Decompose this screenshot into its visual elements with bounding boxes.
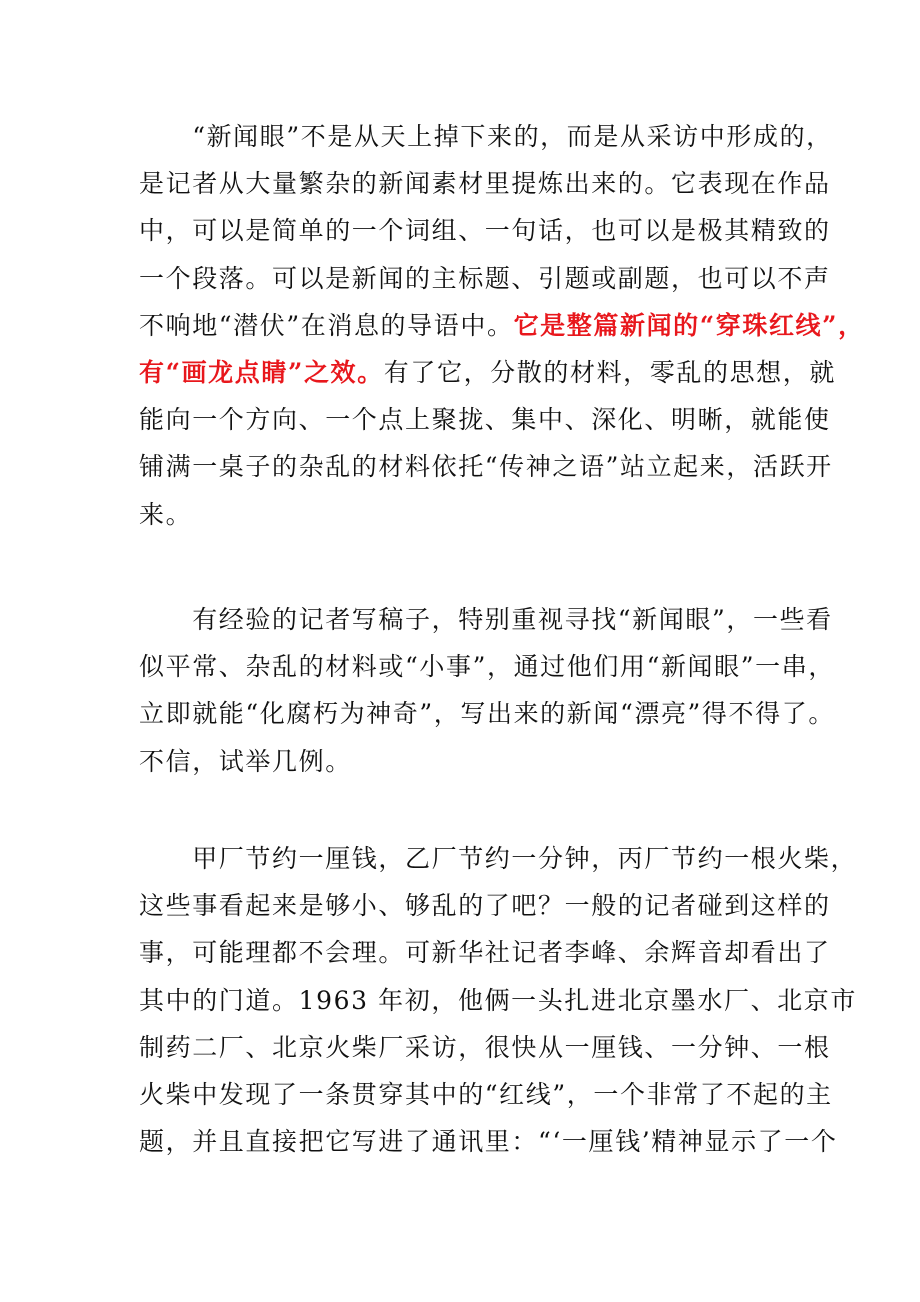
text-line: 题，并且直接把它写进了通讯里：“‘一厘钱’精神显示了一个 (139, 1127, 838, 1157)
text-line: 立即就能“化腐朽为神奇”，写出来的新闻“漂亮”得不得了。 (139, 699, 835, 729)
text-line: 一个段落。可以是新闻的主标题、引题或副题，也可以不声 (139, 263, 831, 293)
text-line: 不信，试举几例。 (139, 746, 352, 776)
text-line: 火柴中发现了一条贯穿其中的“红线”，一个非常了不起的主 (139, 1080, 833, 1110)
text-line: 其中的门道。1963 年初，他俩一头扎进北京墨水厂、北京市 (139, 985, 857, 1015)
text-line (139, 302, 865, 349)
text-line: 铺满一桌子的杂乱的材料依托“传神之语”站立起来，活跃开 (139, 452, 833, 482)
highlighted-text: 有“画龙点睛”之效。 (139, 358, 384, 388)
paragraph-news-eye-definition (139, 113, 865, 538)
text-line: 有经验的记者写稿子，特别重视寻找“新闻眼”，一些看 (139, 605, 833, 634)
text-line (139, 349, 836, 396)
paragraph-example-factories (139, 835, 858, 1165)
text-line: “新闻眼”不是从天上掉下来的，而是从采访中形成的， (139, 122, 833, 151)
text-line: 甲厂节约一厘钱，乙厂节约一分钟，丙厂节约一根火柴， (139, 844, 858, 873)
text-line: 来。 (139, 499, 193, 529)
text-line: 制药二厂、北京火柴厂采访，很快从一厘钱、一分钟、一根 (139, 1032, 831, 1062)
text-line: 事，可能理都不会理。可新华社记者李峰、余辉音却看出了 (139, 938, 831, 968)
paragraph-experienced-reporters (139, 596, 835, 785)
text-line: 中，可以是简单的一个词组、一句话，也可以是极其精致的 (139, 216, 831, 246)
highlighted-text: 它是整篇新闻的“穿珠红线”， (513, 310, 865, 340)
text-line: 似平常、杂乱的材料或“小事”，通过他们用“新闻眼”一串， (139, 652, 835, 682)
text-line: 这些事看起来是够小、够乱的了吧？一般的记者碰到这样的 (139, 891, 831, 921)
text-line: 是记者从大量繁杂的新闻素材里提炼出来的。它表现在作品 (139, 169, 831, 199)
text-line: 能向一个方向、一个点上聚拢、集中、深化、明晰，就能使 (139, 405, 831, 435)
text-run: 有了它，分散的材料，零乱的思想，就 (383, 358, 836, 388)
text-run: 不响地“潜伏”在消息的导语中。 (139, 310, 514, 340)
